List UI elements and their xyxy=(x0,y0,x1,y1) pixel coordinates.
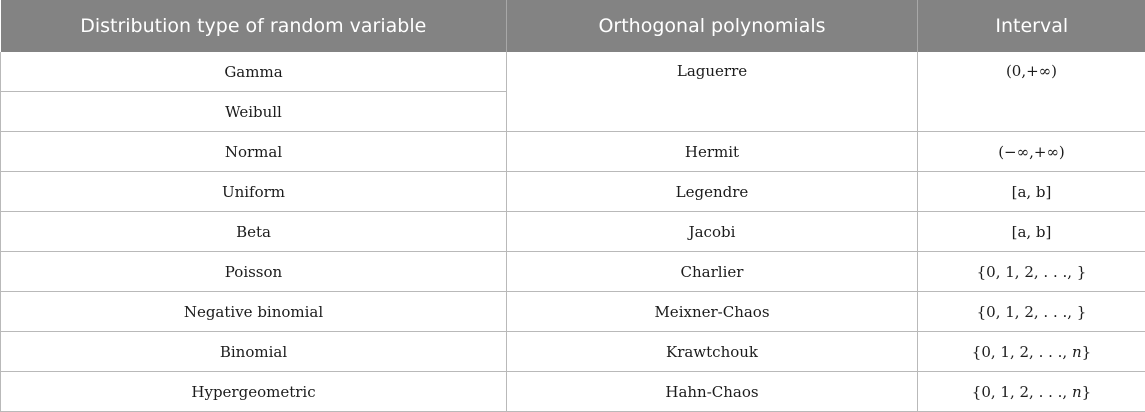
cell-distribution: Uniform xyxy=(1,172,507,212)
cell-polynomial: Hermit xyxy=(507,132,918,172)
cell-polynomial: Charlier xyxy=(507,252,918,292)
table-row xyxy=(1,332,1145,372)
cell-polynomial: Laguerre xyxy=(507,52,918,132)
cell-interval: [a, b] xyxy=(918,212,1145,252)
table-row xyxy=(1,252,1145,292)
cell-interval: {0, 1, 2, . . ., } xyxy=(918,292,1145,332)
cell-distribution: Poisson xyxy=(1,252,507,292)
table-row xyxy=(1,172,1145,212)
cell-polynomial: Legendre xyxy=(507,172,918,212)
cell-interval: {0, 1, 2, . . ., n} xyxy=(918,372,1145,412)
cell-interval: {0, 1, 2, . . ., } xyxy=(918,252,1145,292)
cell-interval: {0, 1, 2, . . ., n} xyxy=(918,332,1145,372)
header-polynomials: Orthogonal polynomials xyxy=(507,0,918,52)
header-interval: Interval xyxy=(918,0,1145,52)
cell-interval: [a, b] xyxy=(918,172,1145,212)
cell-polynomial: Hahn-Chaos xyxy=(507,372,918,412)
cell-interval: (0,+∞) xyxy=(918,52,1145,132)
table-row xyxy=(1,52,1145,92)
cell-distribution: Negative binomial xyxy=(1,292,507,332)
cell-polynomial: Meixner-Chaos xyxy=(507,292,918,332)
table-row xyxy=(1,132,1145,172)
cell-distribution: Hypergeometric xyxy=(1,372,507,412)
table-row xyxy=(1,292,1145,332)
cell-polynomial: Krawtchouk xyxy=(507,332,918,372)
cell-polynomial: Jacobi xyxy=(507,212,918,252)
cell-interval: (−∞,+∞) xyxy=(918,132,1145,172)
header-row xyxy=(1,0,1145,52)
cell-distribution: Gamma xyxy=(1,52,507,92)
cell-distribution: Weibull xyxy=(1,92,507,132)
cell-distribution: Normal xyxy=(1,132,507,172)
table-row xyxy=(1,212,1145,252)
cell-distribution: Beta xyxy=(1,212,507,252)
cell-distribution: Binomial xyxy=(1,332,507,372)
header-distribution: Distribution type of random variable xyxy=(1,0,507,52)
